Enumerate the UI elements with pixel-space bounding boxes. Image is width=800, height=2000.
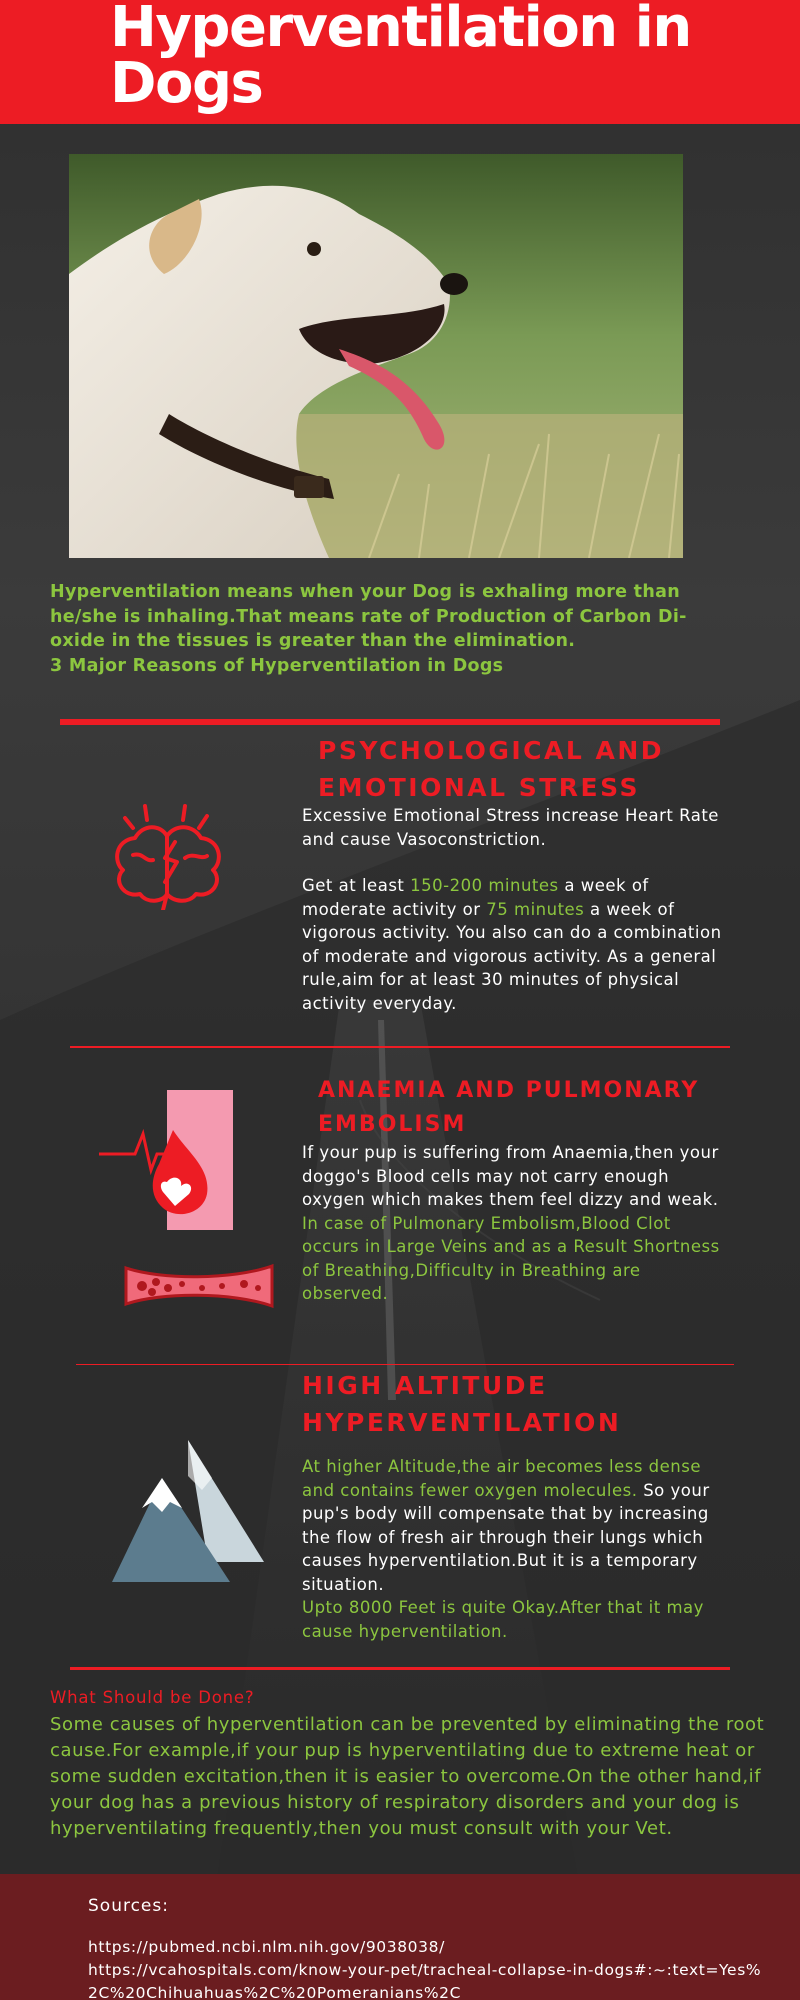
page-title: Hyperventilation in Dogs xyxy=(110,0,691,116)
section1-p1: Excessive Emotional Stress increase Heart Rate and cause Vasoconstriction. xyxy=(302,806,719,849)
section1-body xyxy=(302,804,722,1015)
sources-label: Sources: xyxy=(88,1896,169,1916)
intro-text xyxy=(50,580,690,678)
highlight-75-minutes: 75 minutes xyxy=(486,899,585,919)
divider-3 xyxy=(70,1667,730,1670)
section1-p2-text-b: a week of moderate activity or xyxy=(302,876,649,919)
mountain-icon xyxy=(112,1438,264,1582)
section3-p1 xyxy=(302,1455,737,1596)
section3-title: HIGH ALTITUDE HYPERVENTILATION xyxy=(302,1371,622,1437)
source-link[interactable]: https://pubmed.ncbi.nlm.nih.gov/9038038/ xyxy=(88,1938,445,1956)
divider-1 xyxy=(70,1046,730,1048)
intro-definition: Hyperventilation means when your Dog is exhaling more than he/she is inhaling.That means rate of Production of Carbon Di-oxide in the tissues is greater than the elimination. xyxy=(50,582,687,651)
source-link[interactable]: https://vcahospitals.com/know-your-pet/tracheal-collapse-in-dogs#:~:text=Yes%2C%20Chihuahuas%2C%20Pomeranians%2C xyxy=(88,1961,762,2000)
section2-p2: In case of Pulmonary Embolism,Blood Clot occurs in Large Veins and as a Result Shortness of Breathing,Difficulty in Breathing are observed. xyxy=(302,1213,720,1303)
section1-title: PSYCHOLOGICAL AND EMOTIONAL STRESS xyxy=(318,736,665,802)
divider-main xyxy=(60,719,720,725)
section1-p2-text-c: a week of vigorous activity. You also can do a combination of moderate and vigorous activity. As a general rule,aim for at least 30 minutes of physical activity everyday. xyxy=(302,899,722,1013)
dog-photo xyxy=(69,154,683,558)
section3-p1-green: At higher Altitude,the air becomes less dense and contains fewer oxygen molecules. xyxy=(302,1457,701,1500)
section1-p2-text-a: Get at least xyxy=(302,876,411,895)
section1-p2 xyxy=(302,874,722,1015)
section3-p2: Upto 8000 Feet is quite Okay.After that it may cause hyperventilation. xyxy=(302,1598,704,1641)
section2-title: ANAEMIA AND PULMONARY EMBOLISM xyxy=(318,1078,700,1137)
sources-footer xyxy=(0,1874,800,2000)
header-banner xyxy=(0,0,800,124)
what-should-be-done-title: What Should be Done? xyxy=(50,1688,255,1707)
highlight-150-200-minutes: 150-200 minutes xyxy=(410,876,559,895)
section2-body xyxy=(302,1141,722,1306)
what-should-be-done-body: Some causes of hyperventilation can be prevented by eliminating the root cause.For example,if your pup is hyperventilating due to extreme heat or some sudden excitation,then it is easier to overcome.On the other hand,if your dog has a previous history of respiratory disorders and your dog is hyperventilating frequently,then you must consult with your Vet. xyxy=(50,1714,765,1839)
section3-p1-white: So your pup's body will compensate that by increasing the flow of fresh air through their lungs which causes hyperventilation.But it is a temporary situation. xyxy=(302,1480,710,1594)
divider-2 xyxy=(76,1364,734,1365)
blood-drop-heartbeat-icon xyxy=(95,1086,245,1231)
section3-body xyxy=(302,1455,737,1643)
brain-stress-icon xyxy=(105,800,235,910)
sources-list xyxy=(88,1936,768,2000)
intro-subheading: 3 Major Reasons of Hyperventilation in Dogs xyxy=(50,655,504,676)
section2-p1: If your pup is suffering from Anaemia,then your doggo's Blood cells may not carry enough oxygen which makes them feel dizzy and weak. xyxy=(302,1143,719,1209)
blood-vessel-clot-icon xyxy=(122,1262,278,1310)
